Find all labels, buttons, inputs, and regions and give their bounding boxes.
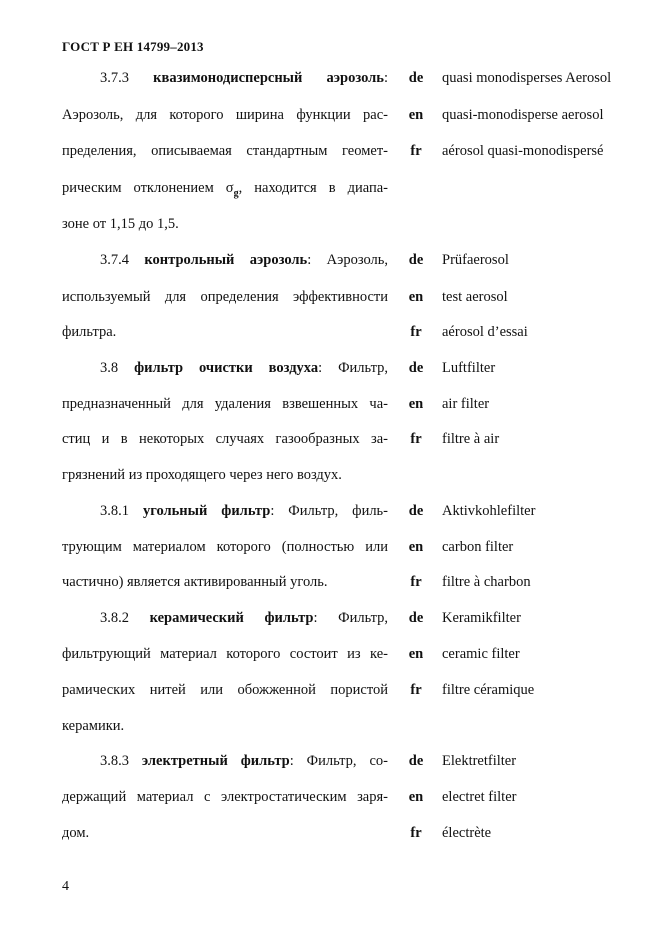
definition-text: : Аэрозоль, [307, 252, 388, 268]
translation-de: Prüfaerosol [442, 252, 509, 268]
definition-line: зоне от 1,15 до 1,5. [62, 216, 179, 232]
translation-fr: filtre à air [442, 431, 500, 447]
definition-text: рическим отклонением σ [62, 180, 234, 196]
lang-code-de: de [408, 70, 424, 86]
lang-code-de: de [408, 610, 424, 626]
translation-en: electret filter [442, 789, 517, 805]
definition-line [100, 501, 388, 521]
definition-line: частично) является активированный уголь. [62, 574, 328, 590]
subscript-g: g [233, 188, 239, 199]
document-header: ГОСТ Р ЕН 14799–2013 [62, 39, 204, 54]
definition-line [100, 68, 388, 88]
translation-en: carbon filter [442, 539, 514, 555]
lang-code-fr: fr [410, 143, 422, 159]
entry-number: 3.8.1 [100, 503, 129, 519]
definition-line: фильтра. [62, 324, 117, 340]
definition-line [100, 608, 388, 628]
lang-code-de: de [408, 753, 424, 769]
translation-de: Aktivkohlefilter [442, 503, 536, 519]
term-name: угольный фильтр [142, 503, 271, 519]
definition-line: грязнений из проходящего через него воздух. [62, 467, 342, 483]
translation-de: Keramikfilter [442, 610, 521, 626]
translation-fr: aérosol quasi-monodispersé [442, 143, 604, 159]
definition-line: пределения, описываемая стандартным геомет- [62, 143, 388, 159]
term-name: керамический фильтр [149, 610, 314, 626]
entry-number: 3.7.3 [100, 70, 129, 86]
definition-text: : Фильтр, со- [289, 753, 388, 769]
lang-code-en: en [408, 539, 424, 555]
definition-line: керамики. [62, 718, 125, 734]
page-number: 4 [62, 879, 69, 894]
lang-code-fr: fr [410, 825, 422, 841]
entry-number: 3.7.4 [100, 252, 129, 268]
lang-code-en: en [408, 107, 424, 123]
lang-code-en: en [408, 789, 424, 805]
lang-code-en: en [408, 289, 424, 305]
definition-text: : Фильтр, [313, 610, 389, 626]
definition-line: используемый для определения эффективности [62, 289, 388, 305]
entry-number: 3.8 [100, 360, 119, 376]
definition-line [62, 178, 388, 198]
entry-number: 3.8.2 [100, 610, 129, 626]
translation-en: air filter [442, 396, 490, 412]
lang-code-de: de [408, 503, 424, 519]
translation-fr: électrète [442, 825, 492, 841]
lang-code-fr: fr [410, 682, 422, 698]
translation-de: quasi monodisperses Aerosol [442, 70, 612, 86]
entry-number: 3.8.3 [100, 753, 129, 769]
definition-text: , находится в диапа- [238, 180, 388, 196]
definition-line: трующим материалом которого (полностью или [62, 539, 388, 555]
translation-fr: filtre à charbon [442, 574, 531, 590]
definition-line: рамических нитей или обожженной пористой [62, 682, 388, 698]
definition-line: фильтрующий материал которого состоит из ке- [62, 646, 388, 662]
lang-code-en: en [408, 646, 424, 662]
definition-text: : Фильтр, филь- [270, 503, 389, 519]
term-name: электретный фильтр [141, 753, 290, 769]
definition-line [100, 751, 388, 771]
lang-code-fr: fr [410, 574, 422, 590]
translation-fr: aérosol d’essai [442, 324, 528, 340]
lang-code-fr: fr [410, 324, 422, 340]
definition-line [100, 250, 388, 270]
definition-line: Аэрозоль, для которого ширина функции рас- [62, 107, 388, 123]
definition-line: стиц и в некоторых случаях газообразных за- [62, 431, 388, 447]
term-name: фильтр очистки воздуха [134, 360, 319, 376]
translation-de: Luftfilter [442, 360, 496, 376]
translation-de: Elektretfilter [442, 753, 517, 769]
definition-text: : [383, 70, 388, 86]
definition-text: : Фильтр, [318, 360, 388, 376]
definition-line: держащий материал с электростатическим заря- [62, 789, 388, 805]
translation-en: quasi-monodisperse aerosol [442, 107, 604, 123]
definition-line: предназначенный для удаления взвешенных ча- [62, 396, 388, 412]
lang-code-fr: fr [410, 431, 422, 447]
translation-en: ceramic filter [442, 646, 520, 662]
term-name: квазимонодисперсный аэрозоль [153, 70, 384, 86]
lang-code-de: de [408, 360, 424, 376]
lang-code-en: en [408, 396, 424, 412]
term-name: контрольный аэрозоль [144, 252, 308, 268]
translation-en: test aerosol [442, 289, 508, 305]
translation-fr: filtre céramique [442, 682, 535, 698]
definition-line [100, 358, 388, 378]
lang-code-de: de [408, 252, 424, 268]
definition-line: дом. [62, 825, 90, 841]
